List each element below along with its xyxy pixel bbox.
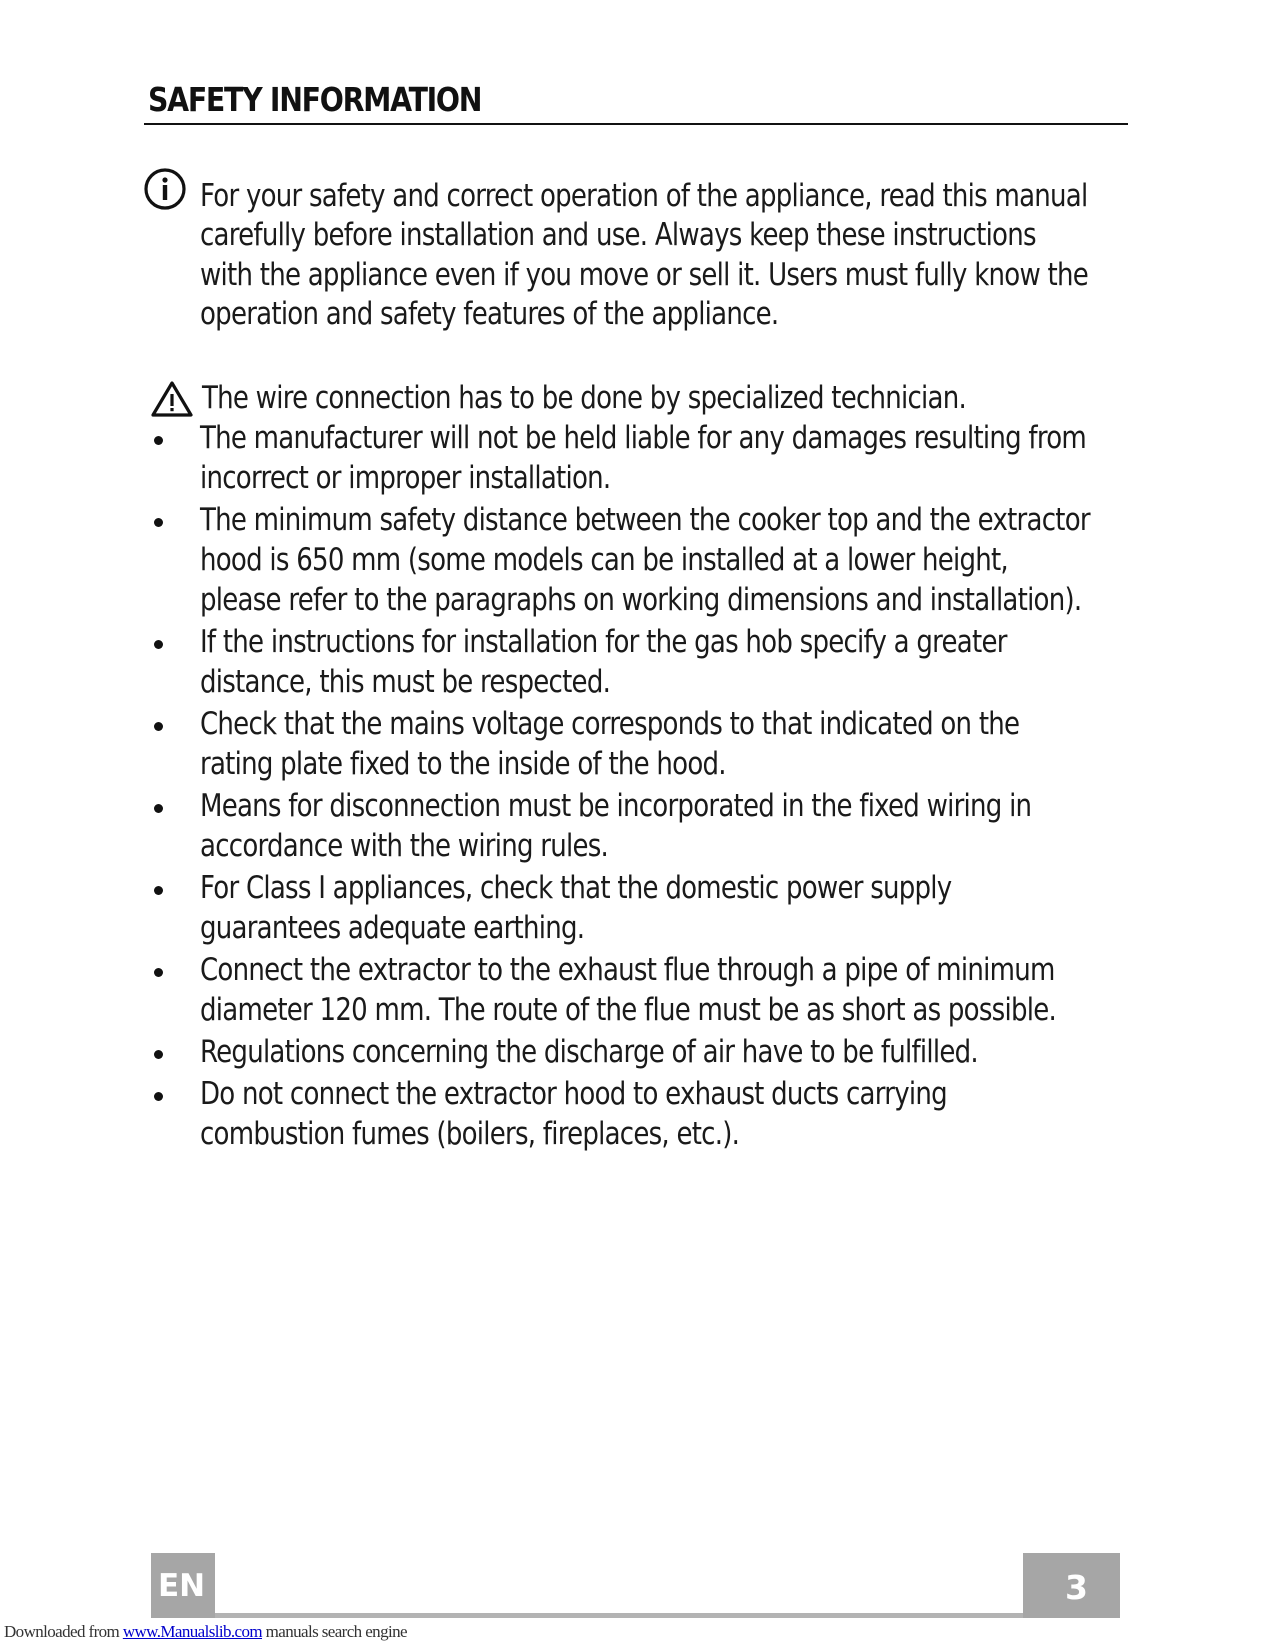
bullet-line: Connect the extractor to the exhaust flue through a pipe of minimum: [200, 952, 1055, 988]
bullet-icon: [154, 1050, 163, 1059]
page-title: SAFETY INFORMATION: [148, 80, 482, 119]
info-line: with the appliance even if you move or sell it. Users must fully know the: [200, 257, 1088, 293]
bullet-line: incorrect or improper installation.: [200, 460, 611, 496]
bullet-line: Means for disconnection must be incorporated in the fixed wiring in: [200, 788, 1032, 824]
bullet-line: Check that the mains voltage corresponds to that indicated on the: [200, 706, 1020, 742]
footer-divider: [215, 1613, 1023, 1618]
manualslib-link[interactable]: www.Manualslib.com: [122, 1622, 263, 1641]
bullet-line: hood is 650 mm (some models can be installed at a lower height,: [200, 542, 1008, 578]
info-line: carefully before installation and use. Always keep these instructions: [200, 217, 1036, 253]
language-label: EN: [158, 1568, 206, 1604]
bullet-line: Do not connect the extractor hood to exhaust ducts carrying: [200, 1076, 947, 1112]
info-line: operation and safety features of the appliance.: [200, 296, 779, 332]
bullet-icon: [154, 722, 163, 731]
warning-icon: [150, 380, 194, 418]
bullet-line: combustion fumes (boilers, fireplaces, etc.).: [200, 1116, 740, 1152]
bullet-line: guarantees adequate earthing.: [200, 910, 585, 946]
bullet-line: diameter 120 mm. The route of the flue must be as short as possible.: [200, 992, 1057, 1028]
title-divider: [144, 123, 1128, 125]
bullet-line: For Class I appliances, check that the domestic power supply: [200, 870, 952, 906]
bullet-line: distance, this must be respected.: [200, 664, 611, 700]
download-prefix: Downloaded from: [4, 1622, 123, 1641]
bullet-icon: [154, 968, 163, 977]
bullet-icon: [154, 1092, 163, 1101]
bullet-line: please refer to the paragraphs on working dimensions and installation).: [200, 582, 1082, 618]
info-line: For your safety and correct operation of the appliance, read this manual: [200, 178, 1088, 214]
bullet-line: The manufacturer will not be held liable for any damages resulting from: [200, 420, 1086, 456]
warning-text: The wire connection has to be done by specialized technician.: [202, 380, 967, 416]
bullet-icon: [154, 436, 163, 445]
bullet-line: Regulations concerning the discharge of air have to be fulfilled.: [200, 1034, 978, 1070]
bullet-icon: [154, 804, 163, 813]
info-icon: [143, 167, 187, 211]
bullet-icon: [154, 886, 163, 895]
bullet-line: rating plate fixed to the inside of the hood.: [200, 746, 726, 782]
bullet-line: If the instructions for installation for the gas hob specify a greater: [200, 624, 1007, 660]
bullet-line: The minimum safety distance between the cooker top and the extractor: [200, 502, 1090, 538]
bullet-icon: [154, 640, 163, 649]
page-number: 3: [1065, 1568, 1088, 1607]
language-badge: [151, 1553, 215, 1618]
page-number-badge: [1023, 1553, 1120, 1618]
download-note: [4, 1622, 407, 1642]
bullet-icon: [154, 518, 163, 527]
download-suffix: manuals search engine: [262, 1622, 407, 1641]
bullet-line: accordance with the wiring rules.: [200, 828, 609, 864]
